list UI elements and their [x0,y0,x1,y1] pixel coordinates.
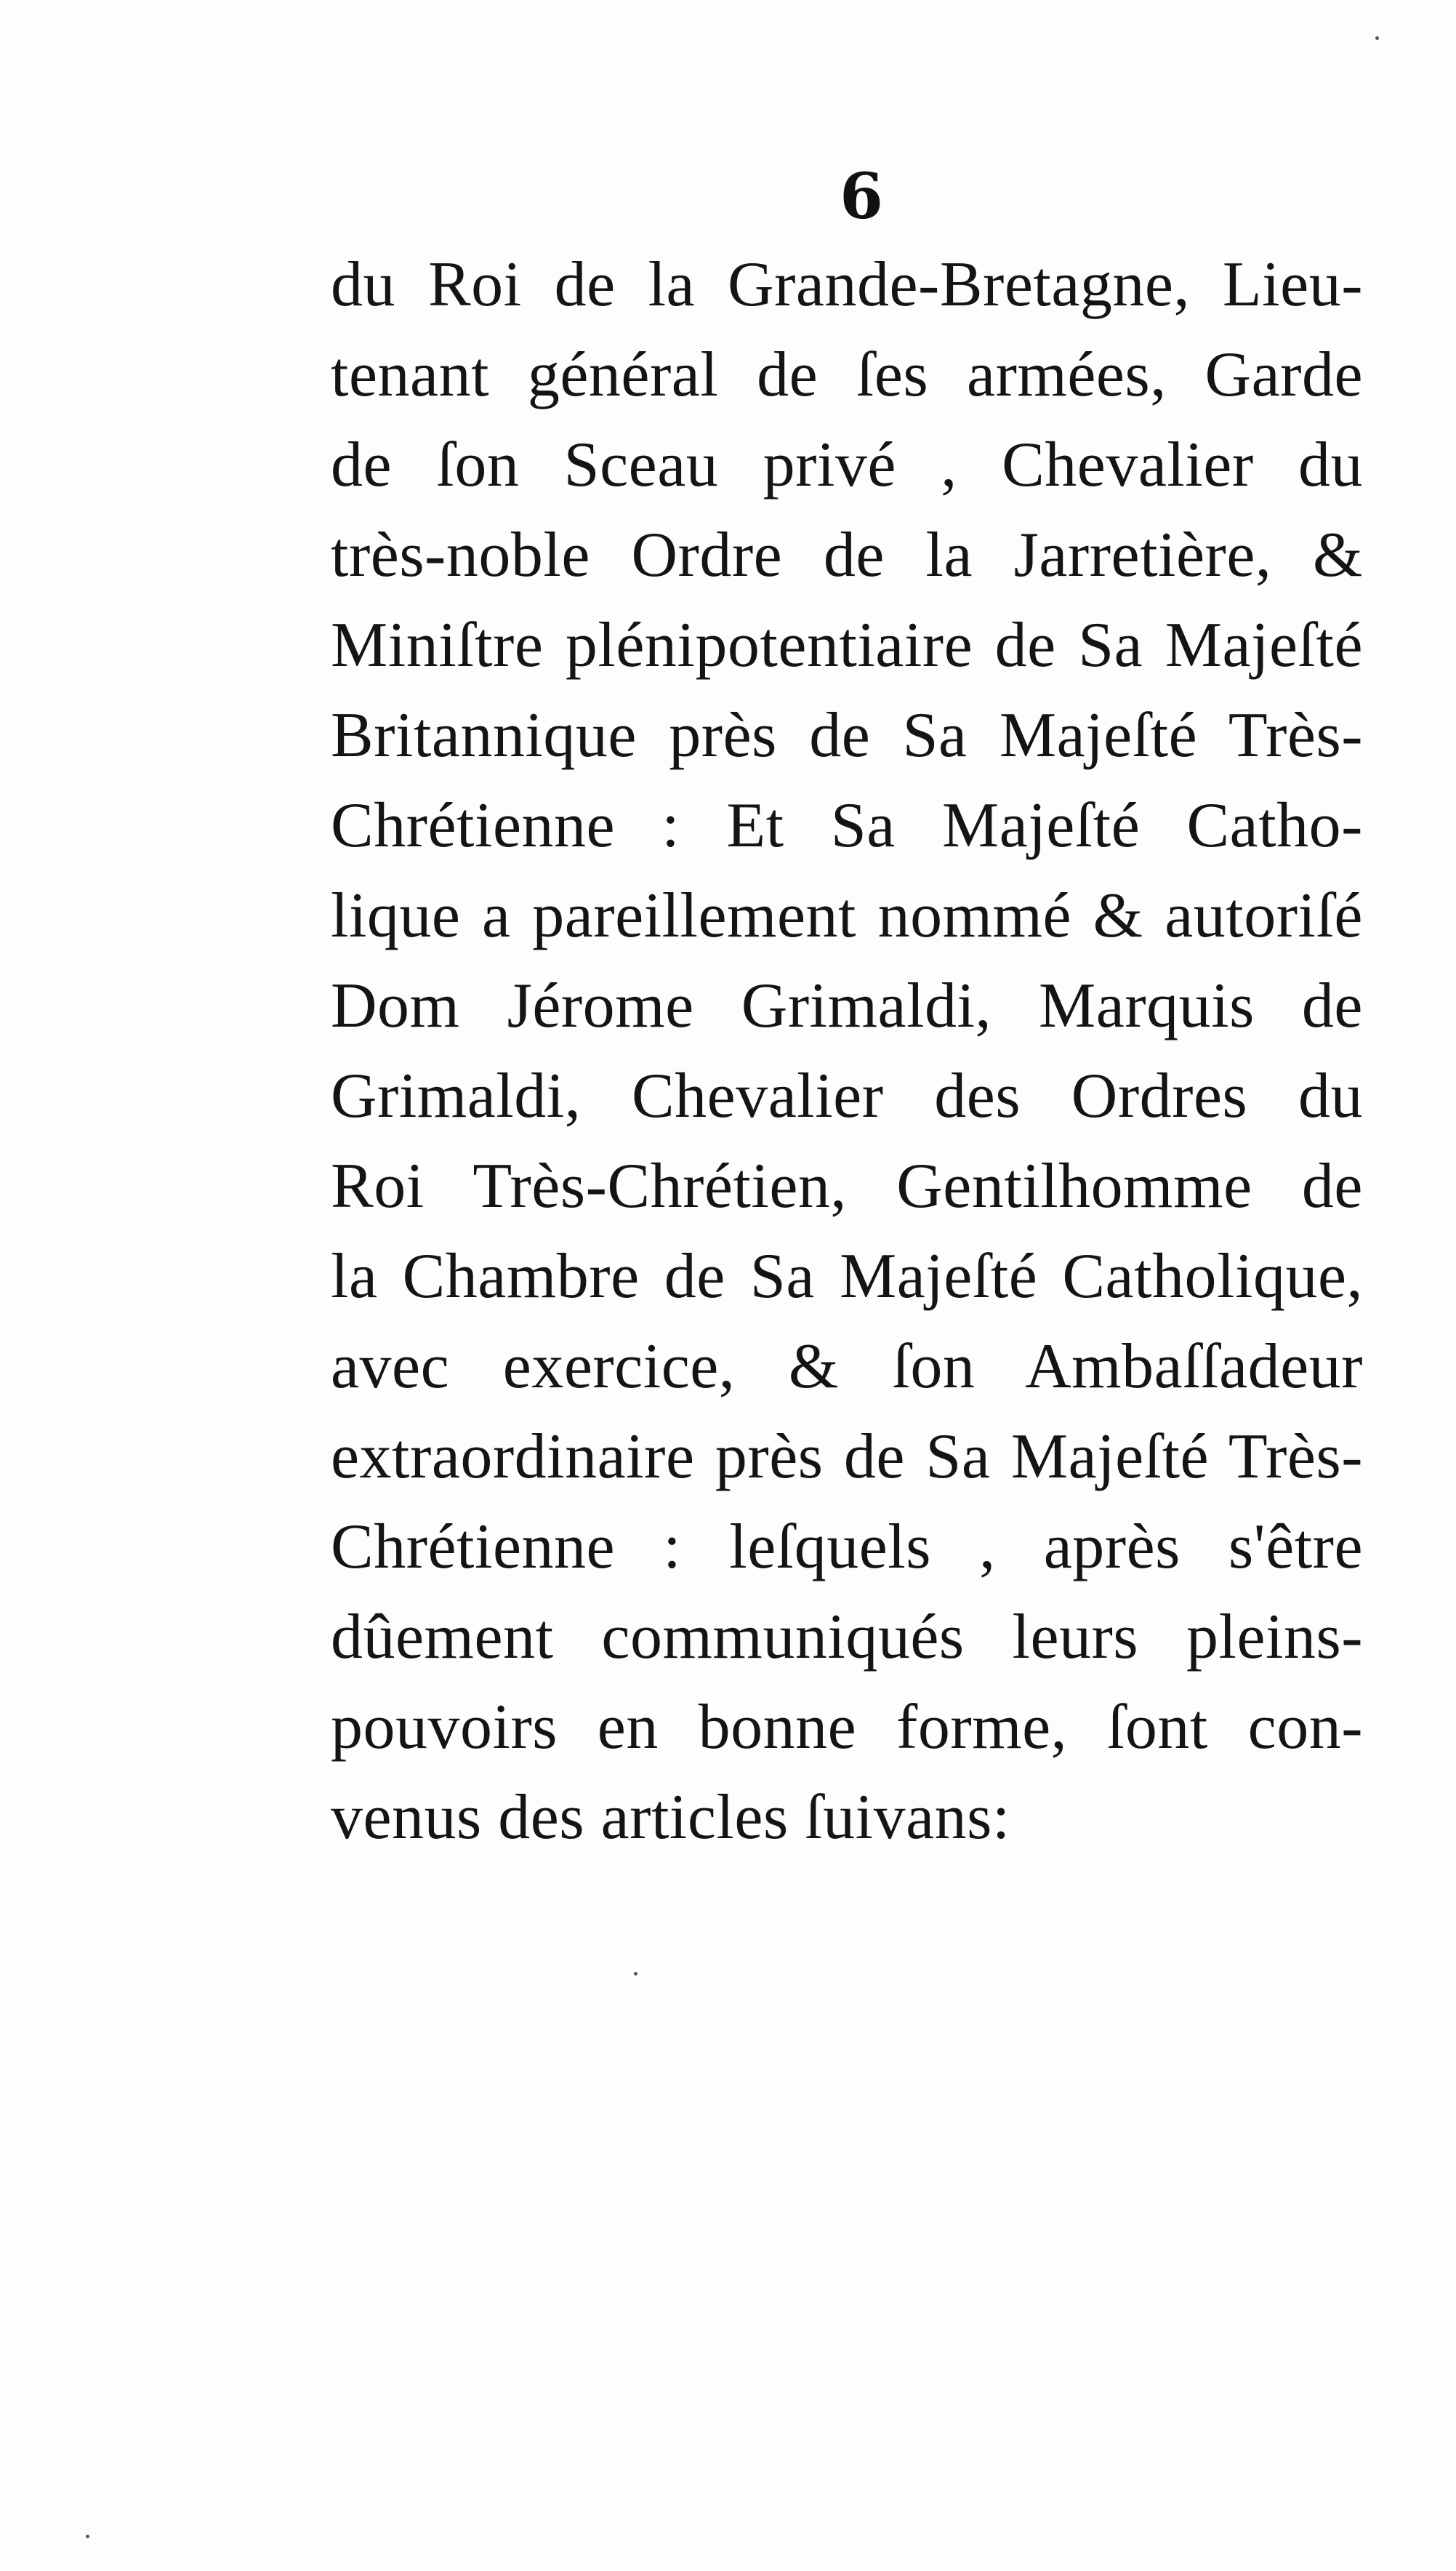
text-line-2: tenant général de ſes armées, Garde [331,340,1363,410]
text-line-13: avec exercice, & ſon Ambaſſadeur [331,1331,1363,1402]
text-line-9: Dom Jérome Grimaldi, Marquis de [331,971,1363,1041]
text-line-7: Chrétienne : Et Sa Majeſté Catho- [331,790,1363,861]
body-text [331,240,1363,1863]
paper-speck [86,2535,89,2538]
paper-speck [1375,36,1379,40]
text-line-11: Roi Très-Chrétien, Gentilhomme de [331,1151,1363,1222]
text-line-12: la Chambre de Sa Majeſté Catholique, [331,1241,1363,1312]
text-line-14: extraordinaire près de Sa Majeſté Très- [331,1421,1363,1492]
text-line-8: lique a pareillement nommé & autoriſé [331,881,1363,951]
text-line-15: Chrétienne : leſquels , après s'être [331,1512,1363,1582]
text-line-1: du Roi de la Grande-Bretagne, Lieu- [331,249,1363,320]
text-line-3: de ſon Sceau privé , Chevalier du [331,430,1363,500]
text-line-17: pouvoirs en bonne forme, ſont con- [331,1692,1363,1762]
text-line-4: très-noble Ordre de la Jarretière, & [331,520,1363,590]
text-line-16: dûement communiqués leurs pleins- [331,1602,1363,1672]
text-line-5: Miniſtre plénipotentiaire de Sa Majeſté [331,610,1363,681]
paper-speck [634,1972,637,1976]
page-number: 6 [840,160,883,233]
text-line-6: Britannique près de Sa Majeſté Très- [331,700,1363,771]
text-line-18: venus des articles ſuivans: [331,1782,1010,1853]
text-line-10: Grimaldi, Chevalier des Ordres du [331,1061,1363,1131]
